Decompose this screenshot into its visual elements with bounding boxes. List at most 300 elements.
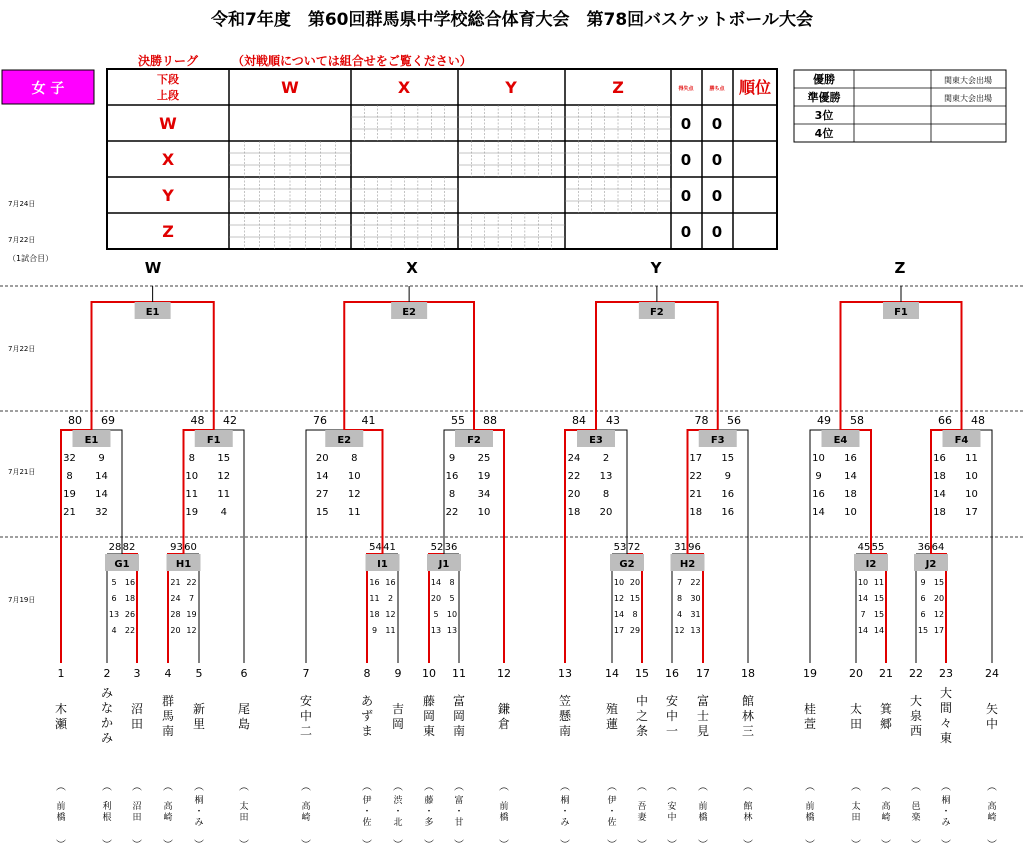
- league-table: [107, 69, 777, 249]
- team-area-char: 渋: [393, 796, 403, 806]
- points-w: 0: [680, 115, 692, 133]
- team-area: [163, 800, 172, 823]
- team-name-char: 館: [741, 694, 755, 708]
- period-score: 21: [170, 578, 181, 587]
- team-name: [238, 702, 250, 731]
- period-score: 22: [690, 578, 701, 587]
- team-area-char: 橋: [56, 813, 66, 823]
- team-area: [698, 800, 707, 823]
- match-score: 42: [223, 414, 237, 427]
- match-score: 64: [931, 542, 945, 553]
- team-name-char: 南: [452, 724, 466, 738]
- period-score: 16: [844, 453, 857, 464]
- period-score: 11: [217, 489, 231, 500]
- period-score: 12: [385, 610, 396, 619]
- paren-close: ︶: [851, 840, 861, 851]
- paren-close: ︶: [941, 840, 951, 851]
- team-area: [560, 794, 569, 828]
- team-name-char: 林: [741, 709, 755, 723]
- period-score: 22: [445, 507, 459, 518]
- date-jul22-league: 7月22日: [8, 236, 36, 244]
- team-name: [423, 693, 435, 738]
- team-area-char: 崎: [987, 813, 997, 823]
- match-id: F2: [467, 435, 481, 446]
- team-name-char: 西: [909, 724, 923, 738]
- period-score: 10: [812, 453, 825, 464]
- paren-open: ︵: [239, 782, 249, 793]
- team-name-char: な: [100, 701, 114, 715]
- team-area-char: 妻: [637, 813, 647, 823]
- team-area: [454, 794, 463, 828]
- team-name-char: 郷: [879, 717, 893, 731]
- period-score: 12: [186, 626, 197, 635]
- team-area-char: ・: [194, 807, 204, 817]
- paren-close: ︶: [301, 840, 311, 851]
- period-score: 10: [347, 471, 361, 482]
- paren-open: ︵: [881, 782, 891, 793]
- paren-close: ︶: [132, 840, 142, 851]
- points-z: 0: [680, 223, 692, 241]
- period-score: 2: [387, 594, 394, 603]
- paren-close: ︶: [698, 840, 708, 851]
- match-score: 82: [122, 542, 136, 553]
- team-name-char: 々: [939, 716, 953, 730]
- period-score: 18: [933, 471, 946, 482]
- team-name-char: 東: [422, 724, 436, 738]
- match-score: 36: [917, 542, 931, 553]
- team-area-char: 多: [424, 818, 434, 828]
- period-score: 12: [613, 594, 625, 603]
- team-name-char: 間: [939, 701, 953, 715]
- period-score: 14: [873, 626, 885, 635]
- paren-open: ︵: [941, 782, 951, 793]
- first-game-label: （1試合目）: [8, 254, 54, 263]
- team-name-char: あ: [360, 694, 374, 708]
- team-area-char: 藤: [424, 796, 434, 806]
- team-area-char: み: [194, 818, 204, 828]
- period-score: 17: [613, 626, 625, 635]
- period-score: 18: [689, 507, 703, 518]
- period-score: 11: [369, 594, 380, 603]
- team-name: [131, 702, 143, 731]
- team-name-char: 里: [192, 717, 206, 731]
- period-score: 14: [315, 471, 329, 482]
- team-name-char: 之: [635, 709, 649, 723]
- team-area: [743, 800, 752, 823]
- team-area: [301, 800, 310, 823]
- team-name-char: 太: [849, 702, 863, 716]
- match-id: F2: [649, 307, 664, 318]
- period-score: 19: [477, 471, 491, 482]
- team-name-char: 南: [161, 724, 175, 738]
- paren-open: ︵: [194, 782, 204, 793]
- period-score: 8: [676, 594, 683, 603]
- period-score: 8: [351, 453, 358, 464]
- paren-open: ︵: [607, 782, 617, 793]
- period-score: 7: [188, 594, 195, 603]
- team-name-char: 懸: [558, 709, 572, 723]
- period-score: 18: [124, 594, 136, 603]
- team-name-char: 鎌: [497, 702, 511, 716]
- team-number: 6: [240, 667, 248, 680]
- team-name-char: 安: [665, 694, 679, 708]
- team-area: [805, 800, 814, 823]
- paren-close: ︶: [805, 840, 815, 851]
- rank-place-2: 準優勝: [807, 91, 841, 104]
- team-area-char: 中: [667, 813, 677, 823]
- period-score: 5: [433, 610, 439, 619]
- league-col-y: Y: [505, 78, 517, 97]
- period-score: 20: [599, 507, 613, 518]
- match-score: 60: [184, 542, 197, 553]
- period-score: 15: [917, 626, 929, 635]
- team-name-char: 萱: [803, 717, 817, 731]
- team-area: [607, 794, 616, 828]
- team-area-char: 桐: [194, 796, 204, 806]
- period-score: 12: [217, 471, 231, 482]
- period-score: 16: [124, 578, 136, 587]
- period-score: 17: [689, 453, 703, 464]
- team-area: [499, 800, 508, 823]
- match-score: 72: [627, 542, 641, 553]
- team-area-char: 安: [667, 802, 677, 812]
- team-area-char: 高: [301, 802, 311, 812]
- period-score: 8: [602, 489, 610, 500]
- team-name: [559, 694, 572, 738]
- team-area-char: 佐: [607, 818, 617, 828]
- period-score: 16: [385, 578, 396, 587]
- match-score: 56: [727, 414, 741, 427]
- period-score: 16: [445, 471, 459, 482]
- match-id: E4: [833, 435, 848, 446]
- period-score: 13: [599, 471, 613, 482]
- bracket-winner-line: [344, 302, 474, 430]
- team-number: 2: [103, 667, 111, 680]
- match-score: 48: [190, 414, 205, 427]
- team-name-char: 馬: [161, 709, 175, 723]
- league-row-y: Y: [162, 186, 174, 205]
- period-score: 9: [724, 471, 731, 482]
- match-score: 36: [444, 542, 458, 553]
- team-name: [55, 701, 68, 731]
- team-name-char: 南: [558, 724, 572, 738]
- wins-z: 0: [711, 223, 723, 241]
- team-name: [453, 693, 465, 738]
- team-name: [361, 694, 373, 738]
- match-id: G1: [114, 559, 130, 570]
- team-area: [424, 794, 433, 828]
- team-area: [362, 794, 371, 828]
- paren-open: ︵: [743, 782, 753, 793]
- match-id: E1: [145, 307, 160, 318]
- team-area-char: 崎: [881, 813, 891, 823]
- team-area-char: 沼: [132, 802, 142, 812]
- league-col-x: X: [397, 78, 411, 97]
- period-score: 18: [369, 610, 380, 619]
- wins-w: 0: [711, 115, 723, 133]
- team-name-char: 沼: [130, 702, 144, 716]
- team-area-char: 高: [163, 802, 173, 812]
- match-id: H2: [679, 559, 696, 570]
- league-row-w: W: [159, 114, 177, 133]
- team-area-char: 楽: [911, 813, 921, 823]
- team-name-char: 中: [299, 709, 313, 723]
- paren-open: ︵: [637, 782, 647, 793]
- period-score: 19: [186, 610, 197, 619]
- team-number: 9: [394, 667, 402, 680]
- period-score: 16: [721, 489, 735, 500]
- team-area-char: ・: [424, 807, 434, 817]
- team-area-char: 館: [743, 802, 753, 812]
- period-score: 17: [965, 507, 978, 518]
- paren-open: ︵: [851, 782, 861, 793]
- team-area-char: 伊: [607, 796, 617, 806]
- team-name-char: 士: [696, 709, 710, 723]
- paren-close: ︶: [362, 840, 372, 851]
- team-area: [194, 794, 203, 828]
- team-name: [636, 693, 648, 738]
- team-name-char: 瀬: [54, 717, 68, 731]
- match-score: 84: [572, 414, 586, 427]
- team-area-char: ・: [941, 807, 951, 817]
- period-score: 20: [933, 594, 945, 603]
- team-name-char: ず: [360, 709, 374, 723]
- team-number: 23: [939, 667, 953, 680]
- team-name-char: 中: [635, 694, 649, 708]
- match-id: E3: [589, 435, 603, 446]
- paren-close: ︶: [560, 840, 570, 851]
- team-name-char: 矢: [985, 702, 999, 716]
- team-number: 19: [803, 667, 817, 680]
- paren-open: ︵: [560, 782, 570, 793]
- team-name-char: 倉: [497, 717, 511, 731]
- team-name-char: 殖: [605, 702, 619, 716]
- team-area-char: 根: [102, 813, 112, 823]
- team-name-char: 岡: [422, 709, 436, 723]
- match-id: E1: [84, 435, 99, 446]
- team-area-char: 前: [499, 802, 509, 812]
- team-name: [804, 701, 816, 731]
- period-score: 9: [920, 578, 926, 587]
- team-name-char: 岡: [391, 717, 405, 731]
- period-score: 29: [629, 626, 641, 635]
- team-area-char: 太: [851, 802, 861, 812]
- team-name-char: 安: [299, 694, 313, 708]
- period-score: 8: [632, 610, 638, 619]
- period-score: 31: [690, 610, 701, 619]
- match-id: J2: [925, 559, 937, 570]
- period-score: 8: [449, 578, 455, 587]
- period-score: 19: [63, 489, 76, 500]
- team-name: [986, 702, 998, 731]
- team-number: 1: [57, 667, 65, 680]
- team-name-char: ま: [360, 724, 374, 738]
- period-score: 34: [477, 489, 491, 500]
- team-area-char: 佐: [362, 818, 372, 828]
- date-jul22: 7月22日: [8, 345, 36, 353]
- period-score: 9: [371, 626, 378, 635]
- period-score: 10: [446, 610, 458, 619]
- team-area-char: 高: [881, 802, 891, 812]
- team-name-char: 一: [665, 724, 679, 738]
- period-score: 20: [170, 626, 181, 635]
- period-score: 15: [873, 594, 885, 603]
- period-score: 22: [689, 471, 703, 482]
- team-area-char: 田: [132, 813, 142, 823]
- team-name-char: か: [100, 716, 114, 730]
- team-name-char: 富: [452, 694, 466, 708]
- team-number: 11: [452, 667, 466, 680]
- team-name-char: 条: [635, 724, 649, 738]
- team-name-char: 尾: [237, 702, 251, 716]
- period-score: 30: [690, 594, 701, 603]
- period-score: 18: [933, 507, 946, 518]
- team-number: 17: [696, 667, 710, 680]
- team-name-char: 二: [299, 724, 313, 738]
- period-score: 15: [315, 507, 329, 518]
- period-score: 11: [347, 507, 361, 518]
- paren-close: ︶: [911, 840, 921, 851]
- team-area-char: み: [560, 818, 570, 828]
- period-score: 16: [721, 507, 735, 518]
- paren-open: ︵: [424, 782, 434, 793]
- paren-open: ︵: [454, 782, 464, 793]
- team-name-char: 見: [696, 724, 710, 738]
- paren-open: ︵: [499, 782, 509, 793]
- team-name: [101, 686, 113, 745]
- paren-open: ︵: [362, 782, 372, 793]
- period-score: 15: [217, 453, 231, 464]
- team-area-char: ・: [607, 807, 617, 817]
- period-score: 20: [567, 489, 581, 500]
- team-area-char: ・: [393, 807, 403, 817]
- rank-place-1: 優勝: [813, 73, 835, 86]
- team-name-char: 吉: [391, 702, 405, 716]
- match-score: 49: [817, 414, 831, 427]
- paren-open: ︵: [667, 782, 677, 793]
- team-area-char: 桐: [941, 796, 951, 806]
- match-score: 80: [68, 414, 82, 427]
- period-score: 14: [933, 489, 946, 500]
- match-score: 93: [170, 542, 183, 553]
- points-x: 0: [680, 151, 692, 169]
- team-area: [851, 800, 860, 823]
- paren-open: ︵: [911, 782, 921, 793]
- period-score: 21: [63, 507, 76, 518]
- corner-lower-label: 下段: [157, 73, 179, 86]
- team-number: 18: [741, 667, 755, 680]
- date-jul19: 7月19日: [8, 596, 36, 604]
- paren-open: ︵: [132, 782, 142, 793]
- team-area: [393, 794, 403, 828]
- team-area-char: 桐: [560, 796, 570, 806]
- team-name: [910, 693, 922, 738]
- match-id: I2: [865, 559, 877, 570]
- match-id: F4: [954, 435, 969, 446]
- team-area-char: み: [941, 818, 951, 828]
- team-area: [102, 800, 111, 823]
- team-name-char: 中: [665, 709, 679, 723]
- period-score: 10: [965, 489, 978, 500]
- team-area-char: 前: [56, 802, 66, 812]
- paren-open: ︵: [987, 782, 997, 793]
- period-score: 14: [95, 489, 108, 500]
- league-row-x: X: [161, 150, 175, 169]
- period-score: 13: [108, 610, 120, 619]
- team-area-char: ・: [362, 807, 372, 817]
- bracket: [55, 286, 999, 851]
- rank-note-1: 関東大会出場: [944, 76, 992, 85]
- match-id: J1: [438, 559, 450, 570]
- team-area-char: 吾: [637, 802, 647, 812]
- team-number: 15: [635, 667, 649, 680]
- match-score: 96: [688, 542, 701, 553]
- bracket-winner-line: [61, 430, 92, 663]
- paren-open: ︵: [102, 782, 112, 793]
- league-label: 決勝リーグ: [137, 54, 199, 68]
- period-score: 32: [95, 507, 108, 518]
- period-score: 10: [185, 471, 199, 482]
- match-score: 69: [101, 414, 115, 427]
- wins-x: 0: [711, 151, 723, 169]
- match-score: 55: [451, 414, 465, 427]
- period-score: 12: [933, 610, 945, 619]
- match-score: 55: [871, 542, 885, 553]
- team-area-char: 前: [805, 802, 815, 812]
- team-area-char: ・: [454, 807, 464, 817]
- page-title: 令和7年度 第60回群馬県中学校総合体育大会 第78回バスケットボール大会: [211, 10, 813, 30]
- period-score: 17: [933, 626, 945, 635]
- team-area: [637, 801, 647, 823]
- period-score: 4: [111, 626, 117, 635]
- period-score: 15: [873, 610, 885, 619]
- points-y: 0: [680, 187, 692, 205]
- group-label-x: X: [406, 259, 418, 277]
- team-area: [941, 794, 950, 828]
- team-area-char: 田: [851, 813, 861, 823]
- match-score: 66: [938, 414, 952, 427]
- match-score: 41: [361, 414, 376, 427]
- period-score: 12: [347, 489, 361, 500]
- team-name: [606, 701, 618, 731]
- period-score: 7: [676, 578, 683, 587]
- team-name: [162, 694, 174, 738]
- team-number: 14: [605, 667, 619, 680]
- period-score: 15: [721, 453, 735, 464]
- period-score: 4: [220, 507, 227, 518]
- team-name-char: 箕: [879, 702, 893, 716]
- period-score: 22: [567, 471, 581, 482]
- paren-open: ︵: [393, 782, 403, 793]
- period-score: 16: [812, 489, 825, 500]
- team-number: 22: [909, 667, 923, 680]
- paren-close: ︶: [163, 840, 173, 851]
- period-score: 5: [111, 578, 117, 587]
- period-score: 18: [844, 489, 857, 500]
- team-area-char: 橋: [698, 813, 708, 823]
- match-id: F1: [894, 307, 908, 318]
- team-name: [300, 693, 312, 738]
- match-score: 41: [383, 542, 396, 553]
- team-area: [132, 801, 141, 823]
- period-score: 11: [385, 626, 396, 635]
- group-label-z: Z: [894, 259, 906, 277]
- team-area-char: 北: [393, 818, 403, 828]
- team-area-char: 高: [987, 802, 997, 812]
- period-score: 28: [170, 610, 181, 619]
- paren-close: ︶: [743, 840, 753, 851]
- period-score: 15: [629, 594, 641, 603]
